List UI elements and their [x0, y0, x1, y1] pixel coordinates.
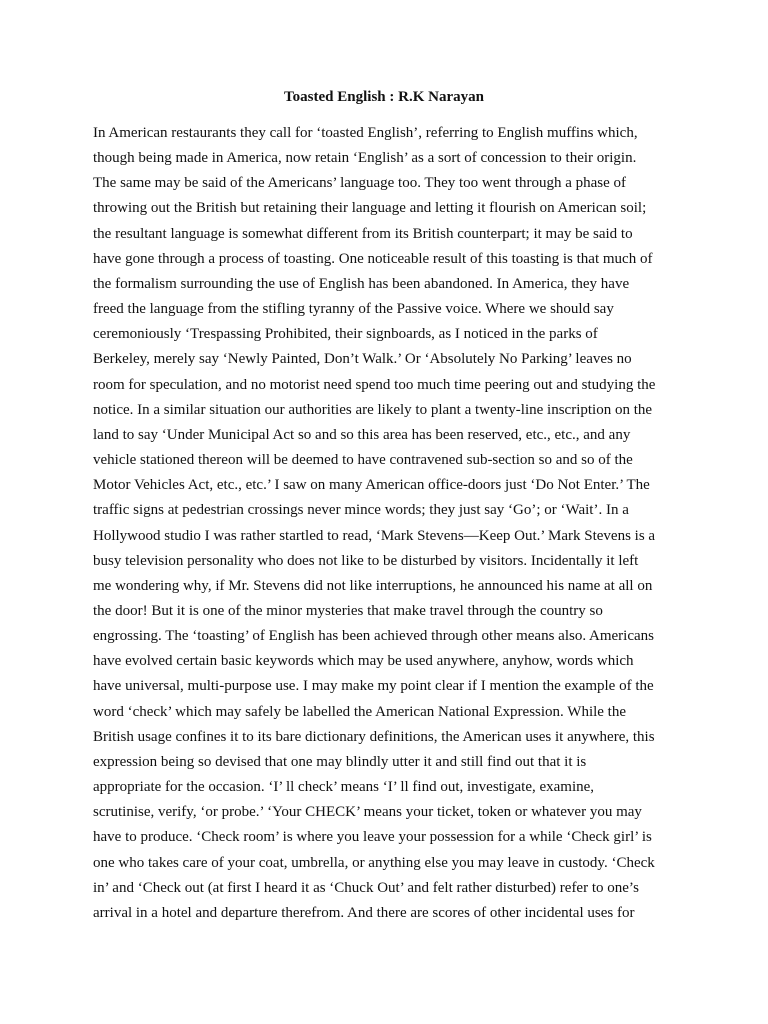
body-line: freed the language from the stifling tyranny of the Passive voice. Where we should say — [93, 301, 614, 318]
body-line: Hollywood studio I was rather startled to read, ‘Mark Stevens—Keep Out.’ Mark Stevens is a — [93, 527, 656, 544]
body-line: have universal, multi-purpose use. I may make my point clear if I mention the example of the — [93, 678, 654, 695]
body-line: room for speculation, and no motorist need spend too much time peering out and studying the — [93, 376, 656, 393]
body-line: in’ and ‘Check out (at first I heard it as ‘Chuck Out’ and felt rather disturbed) refer to one’s — [93, 879, 639, 896]
body-line: appropriate for the occasion. ‘I’ ll check’ means ‘I’ ll find out, investigate, examine, — [93, 779, 595, 796]
body-line: expression being so devised that one may blindly utter it and still find out that it is — [93, 753, 587, 770]
body-line: the door! But it is one of the minor mysteries that make travel through the country so — [93, 602, 603, 619]
body-line: though being made in America, now retain ‘English’ as a sort of concession to their origin. — [93, 150, 637, 167]
body-line: Motor Vehicles Act, etc., etc.’ I saw on many American office-doors just ‘Do Not Enter.’ The — [93, 477, 650, 494]
document-body — [93, 121, 693, 926]
body-line: In American restaurants they call for ‘toasted English’, referring to English muffins which, — [93, 125, 638, 141]
body-line: The same may be said of the Americans’ language too. They too went through a phase of — [93, 175, 627, 192]
body-line: traffic signs at pedestrian crossings never mince words; they just say ‘Go’; or ‘Wait’. In a — [93, 502, 629, 519]
body-line: word ‘check’ which may safely be labelled the American National Expression. While the — [93, 703, 627, 720]
body-line: the formalism surrounding the use of English has been abandoned. In America, they have — [93, 275, 630, 292]
body-line: me wondering why, if Mr. Stevens did not like interruptions, he announced his name at all on — [93, 577, 653, 594]
body-line: Berkeley, merely say ‘Newly Painted, Don’t Walk.’ Or ‘Absolutely No Parking’ leaves no — [93, 351, 632, 368]
body-line: land to say ‘Under Municipal Act so and so this area has been reserved, etc., etc., and any — [93, 426, 631, 443]
body-line: busy television personality who does not like to be disturbed by visitors. Incidentally it left — [93, 552, 639, 569]
body-line: British usage confines it to its bare dictionary definitions, the American uses it anywhere, this — [93, 728, 655, 745]
body-line: have gone through a process of toasting. One noticeable result of this toasting is that much of — [93, 250, 653, 267]
document-title: Toasted English : R.K Narayan — [284, 89, 484, 105]
body-line: engrossing. The ‘toasting’ of English has been achieved through other means also. Americans — [93, 628, 654, 645]
body-line: arrival in a hotel and departure therefrom. And there are scores of other incidental uses for — [93, 904, 635, 921]
body-line: throwing out the British but retaining their language and letting it flourish on American soil; — [93, 200, 647, 217]
body-line: have evolved certain basic keywords which may be used anywhere, anyhow, words which — [93, 653, 634, 670]
body-line: the resultant language is somewhat different from its British counterpart; it may be said to — [93, 225, 633, 242]
body-line: have to produce. ‘Check room’ is where you leave your possession for a while ‘Check girl’ is — [93, 829, 652, 846]
body-line: scrutinise, verify, ‘or probe.’ ‘Your CHECK’ means your ticket, token or whatever you may — [93, 804, 642, 821]
body-line: notice. In a similar situation our authorities are likely to plant a twenty-line inscription on the — [93, 401, 653, 418]
body-line: one who takes care of your coat, umbrella, or anything else you may leave in custody. ‘Check — [93, 854, 655, 871]
body-line: ceremoniously ‘Trespassing Prohibited, their signboards, as I noticed in the parks of — [93, 326, 598, 343]
body-line: vehicle stationed thereon will be deemed to have contravened sub-section so and so of the — [93, 452, 633, 469]
